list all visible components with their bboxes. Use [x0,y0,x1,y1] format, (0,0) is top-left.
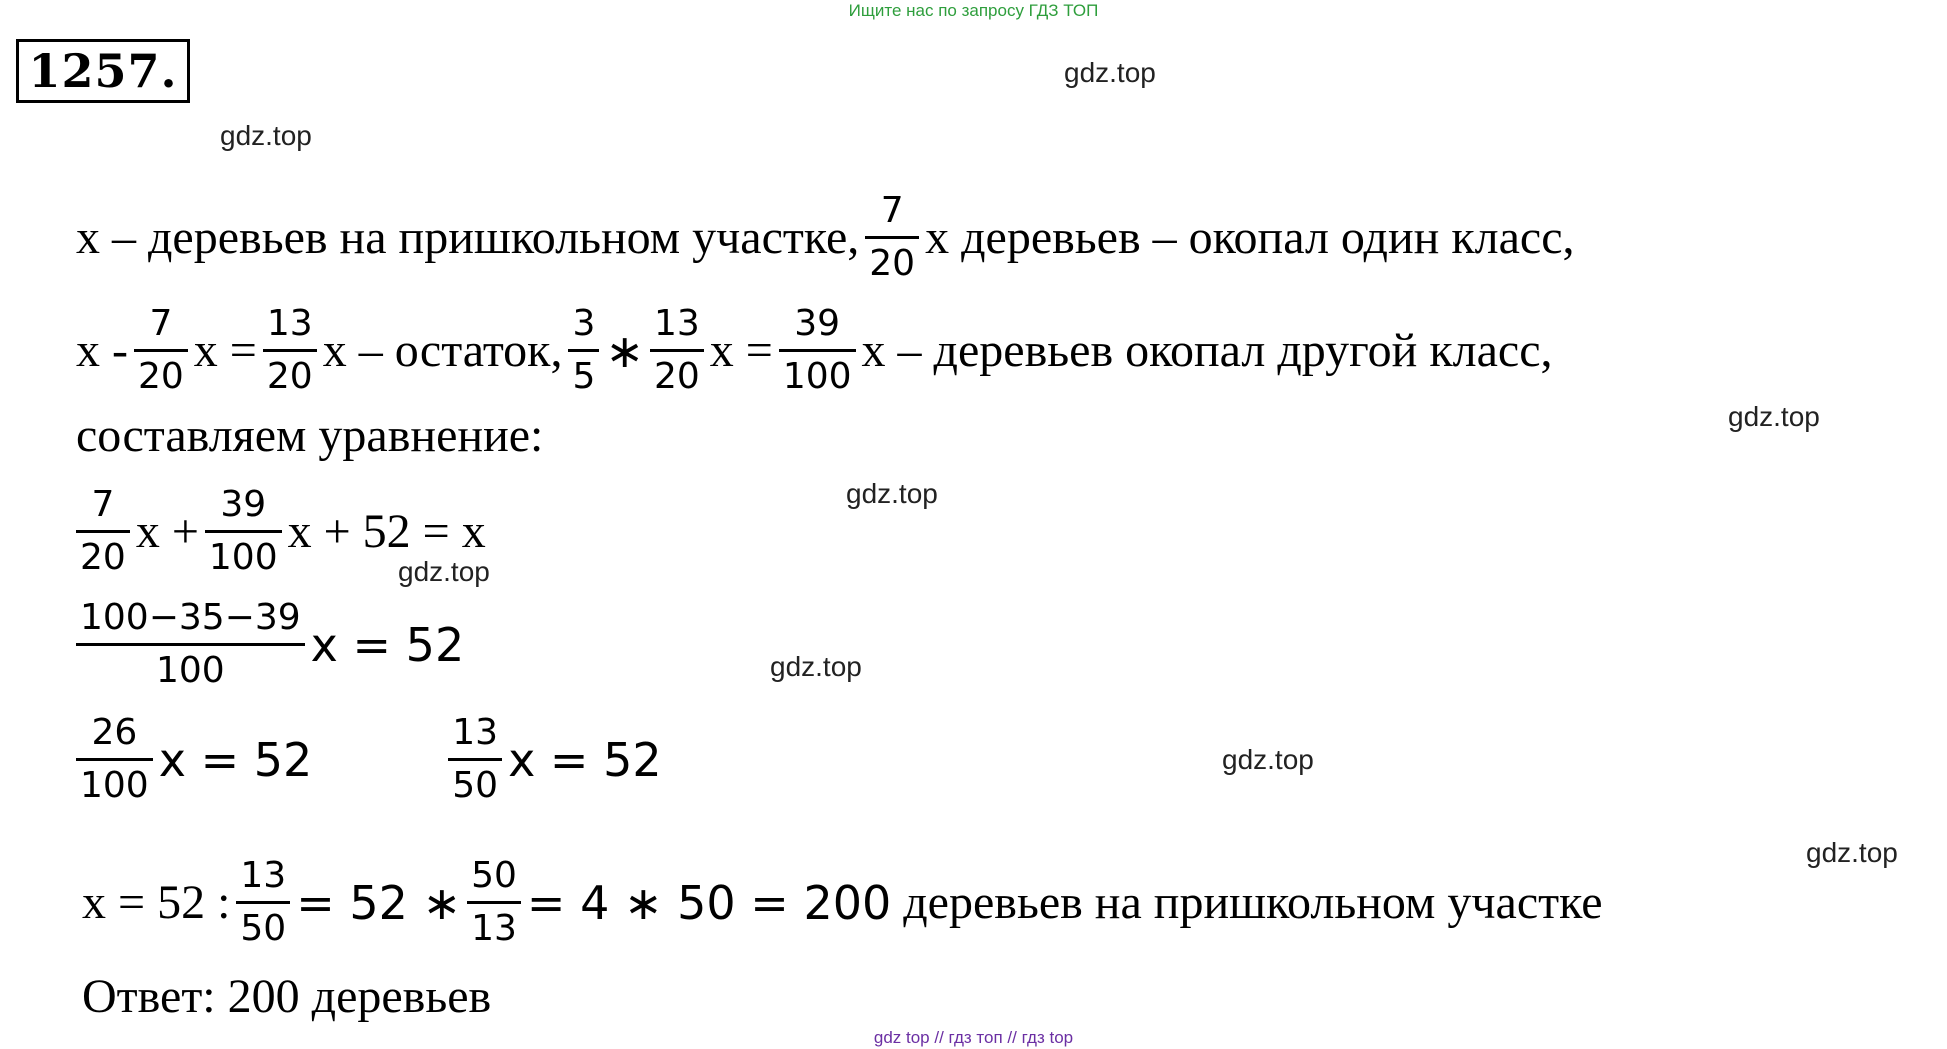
fraction [779,303,856,398]
denominator: 100 [80,765,149,806]
text-segment: x – деревьев окопал другой класс, [861,323,1553,377]
fraction [76,597,305,692]
text-segment: x + [135,504,199,558]
solution-line-1 [76,190,1575,285]
text-segment: x = 52 [158,732,313,787]
text-segment: x = 52 [310,617,465,672]
numerator: 13 [653,303,700,344]
multiply-sign: ∗ [605,323,644,378]
watermark: gdz.top [1064,57,1156,88]
denominator: 20 [137,356,184,397]
watermark: gdz.top [1222,744,1314,775]
watermark: gdz.top [770,651,862,682]
denominator: 5 [572,356,596,397]
fraction [650,303,704,398]
text-segment: x = [709,323,773,377]
problem-number: 1257. [16,39,190,103]
numerator: 13 [240,855,287,896]
footer-separator: // [934,1028,944,1047]
text-segment: x - [76,323,128,377]
text-segment: x = 52 : [82,875,231,929]
denominator: 50 [240,908,287,949]
denominator: 100 [782,356,852,397]
footer-link[interactable]: гдз топ [948,1028,1003,1047]
text-segment: x – остаток, [322,323,563,377]
numerator: 7 [149,303,173,344]
numerator: 26 [91,712,138,753]
text-segment: = 4 ∗ 50 = 200 [526,875,892,930]
fraction [76,712,153,807]
answer-line: Ответ: 200 деревьев [82,970,492,1023]
numerator: 7 [91,484,115,525]
text-segment: x = [193,323,257,377]
numerator: 13 [452,712,499,753]
fraction [76,484,130,579]
numerator: 50 [471,855,517,896]
fraction [467,855,521,950]
watermark: gdz.top [398,556,490,587]
equation-1 [70,484,486,579]
footer-separator: // [1007,1028,1017,1047]
denominator: 50 [452,765,499,806]
solution-line-2 [76,303,1553,398]
numerator: 13 [266,303,313,344]
footer-links [0,1028,1947,1048]
equation-4 [82,855,1603,950]
denominator: 20 [80,537,126,578]
denominator: 20 [266,356,313,397]
text-segment: x – деревьев на пришкольном участке, [76,210,860,264]
numerator: 7 [880,190,904,231]
text-segment: x + 52 = x [287,504,486,558]
fraction [568,303,599,398]
denominator: 20 [869,243,916,284]
text-segment: = 52 ∗ [296,875,462,930]
text-segment: x = 52 [508,732,662,787]
denominator: 100 [155,650,225,691]
denominator: 100 [208,537,278,578]
footer-link[interactable]: gdz top [873,1028,930,1047]
numerator: 39 [794,303,841,344]
fraction [448,712,502,807]
solution-line-3: составляем уравнение: [76,409,544,462]
fraction [263,303,317,398]
equation-2 [70,597,464,692]
denominator: 20 [653,356,700,397]
text-segment: x деревьев – окопал один класс, [925,210,1575,264]
fraction [205,484,282,579]
numerator: 39 [220,484,267,525]
numerator: 100−35−39 [80,597,301,638]
fraction [865,190,919,285]
denominator: 13 [471,908,517,949]
watermark: gdz.top [846,478,938,509]
fraction [134,303,188,398]
footer-link[interactable]: гдз top [1021,1028,1074,1047]
text-segment: деревьев на пришкольном участке [903,875,1603,929]
numerator: 3 [572,303,596,344]
watermark: gdz.top [220,120,312,151]
watermark: gdz.top [1728,401,1820,432]
top-banner: Ищите нас по запросу ГДЗ ТОП [848,1,1099,20]
fraction [236,855,290,950]
watermark: gdz.top [1806,837,1898,868]
equation-3 [70,712,662,807]
